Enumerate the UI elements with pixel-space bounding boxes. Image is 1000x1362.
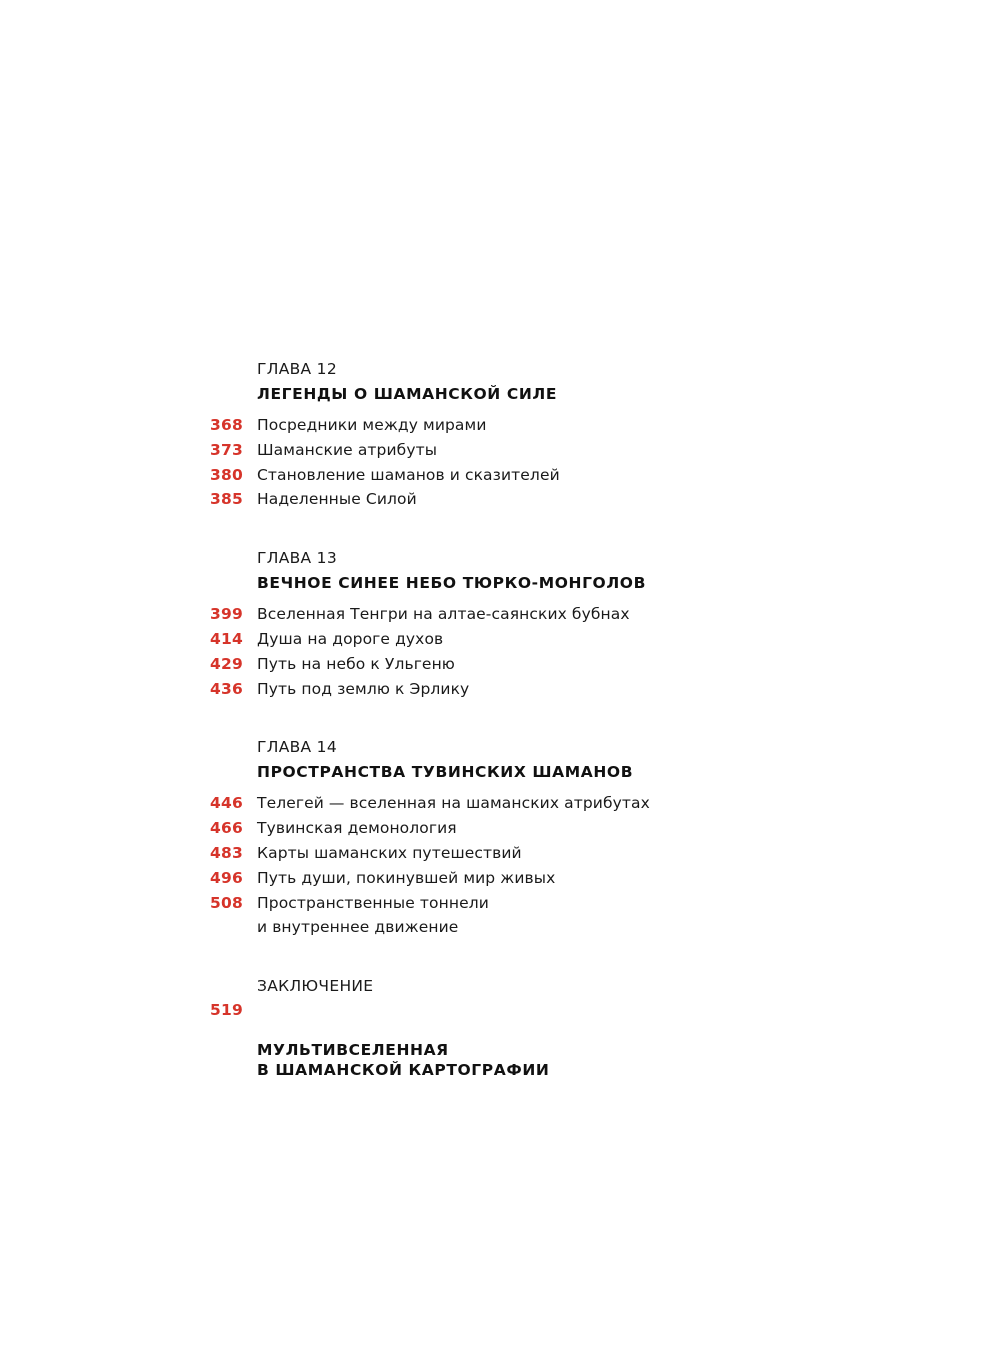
toc-entry[interactable] [0, 677, 1000, 702]
page-number: 483 [210, 843, 243, 862]
toc-entry[interactable] [0, 652, 1000, 677]
entry-title: Тувинская демонология [257, 819, 457, 838]
entry-title: Посредники между мирами [257, 416, 487, 434]
toc-entry[interactable] [0, 413, 1000, 438]
chapter-title: ВЕЧНОЕ СИНЕЕ НЕБО ТЮРКО-МОНГОЛОВ [257, 574, 646, 593]
entry-title: Душа на дороге духов [257, 629, 444, 648]
page-number: 466 [210, 819, 243, 838]
page-number: 385 [210, 490, 243, 509]
page-number: 380 [210, 465, 243, 484]
entry-title: Телегей — вселенная на шаманских атрибутах [257, 794, 650, 813]
chapter-entries [0, 413, 1000, 512]
entry-title: Путь под землю к Эрлику [257, 679, 470, 698]
chapter-title: ПРОСТРАНСТВА ТУВИНСКИХ ШАМАНОВ [257, 763, 634, 782]
toc-entry[interactable] [0, 463, 1000, 488]
page-number: 373 [210, 440, 243, 459]
chapter-13 [0, 547, 1000, 701]
conclusion-title: МУЛЬТИВСЕЛЕННАЯ В ШАМАНСКОЙ КАРТОГРАФИИ [257, 1041, 550, 1080]
entry-title: Путь души, покинувшей мир живых [257, 868, 556, 887]
toc-entry[interactable] [0, 791, 1000, 816]
toc-entry[interactable] [0, 866, 1000, 891]
page-number: 414 [210, 629, 243, 648]
toc-entry[interactable] [0, 841, 1000, 866]
conclusion [0, 975, 1000, 1080]
chapter-label: ГЛАВА 12 [257, 360, 337, 378]
chapter-label: ГЛАВА 13 [257, 549, 337, 568]
toc-entry[interactable] [0, 816, 1000, 841]
page-number: 429 [210, 654, 243, 673]
chapter-entries [0, 791, 1000, 940]
page-number: 508 [210, 893, 243, 912]
page-number: 399 [210, 605, 243, 624]
chapter-entries [0, 602, 1000, 701]
entry-title: Путь на небо к Ульгеню [257, 654, 455, 673]
entry-title: Наделенные Силой [257, 490, 417, 509]
chapter-12 [0, 358, 1000, 512]
entry-title: Становление шаманов и сказителей [257, 465, 560, 484]
page-number: 496 [210, 868, 243, 887]
entry-title: Вселенная Тенгри на алтае-саянских бубнах [257, 605, 630, 624]
entry-title: Шаманские атрибуты [257, 440, 438, 459]
chapter-title: ЛЕГЕНДЫ О ШАМАНСКОЙ СИЛЕ [257, 385, 558, 403]
entry-title: Пространственные тоннели и внутреннее движение [257, 893, 489, 937]
table-of-contents [0, 358, 1000, 1115]
toc-entry[interactable] [0, 438, 1000, 463]
page-number: 368 [210, 416, 243, 434]
toc-entry[interactable] [0, 487, 1000, 512]
page-number: 436 [210, 679, 243, 698]
chapter-label: ЗАКЛЮЧЕНИЕ [257, 977, 374, 996]
page-number: 446 [210, 794, 243, 813]
toc-entry[interactable] [0, 627, 1000, 652]
toc-entry[interactable] [0, 602, 1000, 627]
chapter-14 [0, 736, 1000, 940]
entry-title: Карты шаманских путешествий [257, 843, 522, 862]
toc-entry[interactable] [0, 891, 1000, 941]
conclusion-title-entry[interactable] [210, 1000, 1000, 1080]
chapter-label: ГЛАВА 14 [257, 738, 337, 757]
page-number: 519 [210, 1001, 243, 1020]
